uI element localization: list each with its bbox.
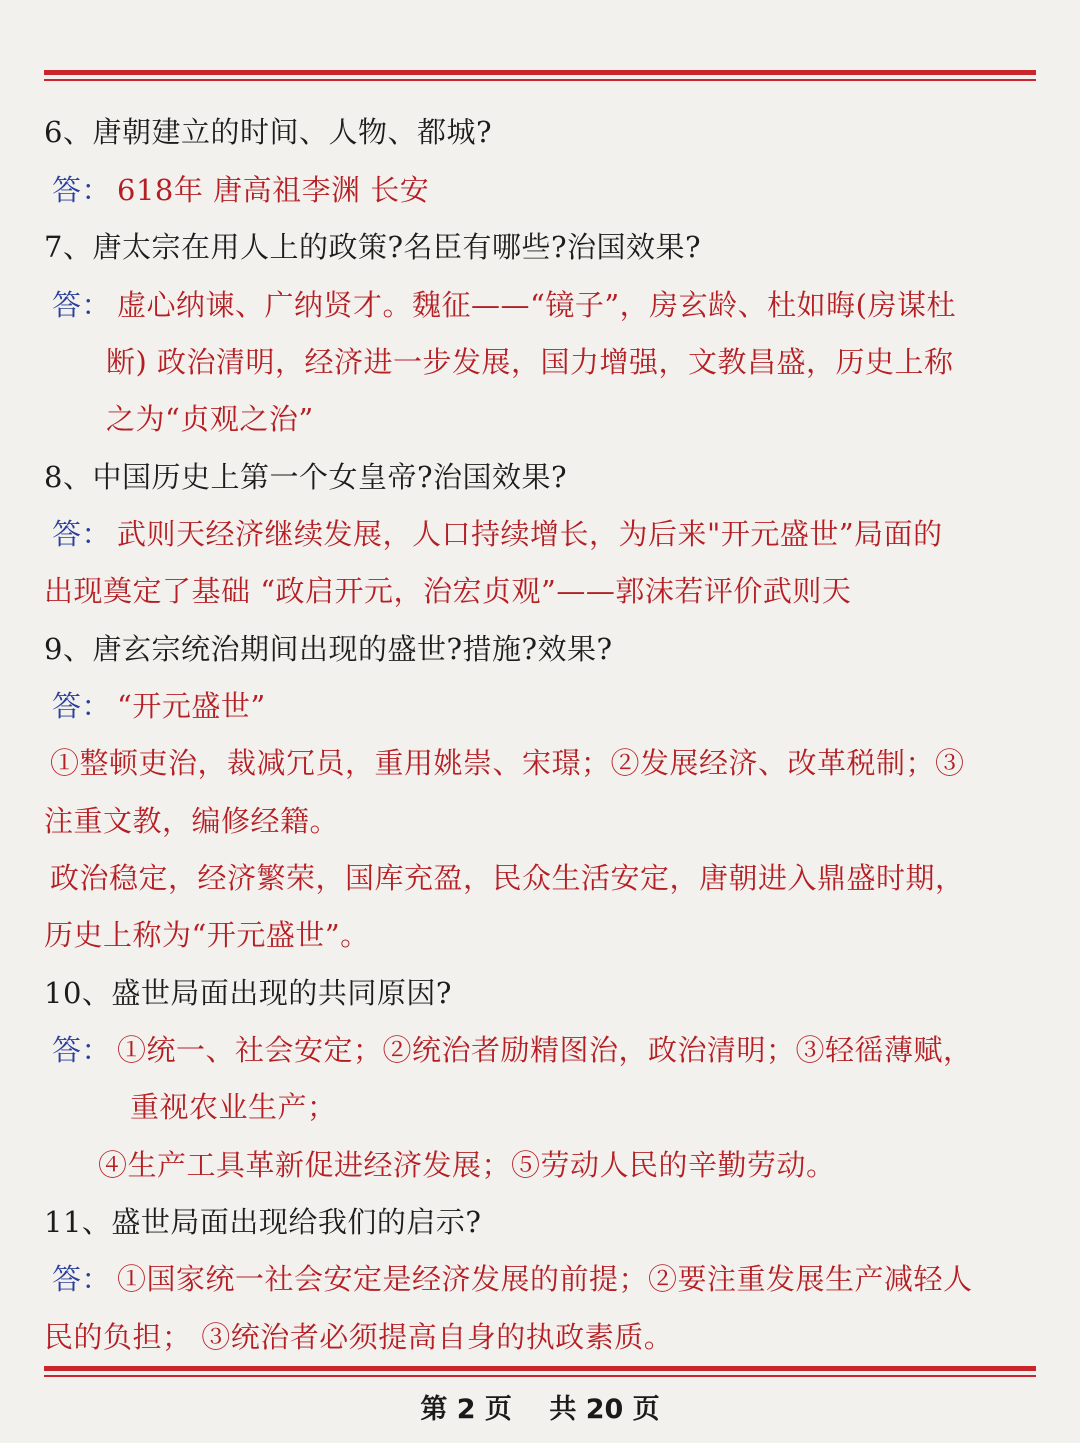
- question-line: [44, 457, 567, 497]
- line-text: 11、盛世局面出现给我们的启示?: [44, 1205, 482, 1239]
- line-text: 8、中国历史上第一个女皇帝?治国效果?: [44, 460, 568, 494]
- answer-line: [106, 399, 314, 439]
- line-text: 武则天经济继续发展，人口持续增长，为后来"开元盛世”局面的: [117, 517, 943, 551]
- answer-line: [106, 342, 954, 382]
- line-text: 历史上称为“开元盛世”。: [44, 918, 370, 952]
- answer-label: 答：: [52, 1033, 112, 1067]
- line-text: 出现奠定了基础 “政启开元，治宏贞观”——郭沫若评价武则天: [44, 574, 852, 608]
- question-line: [44, 629, 613, 669]
- answer-line: [52, 686, 266, 726]
- line-text: 注重文教，编修经籍。: [44, 804, 340, 838]
- line-text: ①整顿吏治，裁减冗员，重用姚崇、宋璟；②发展经济、改革税制；③: [50, 746, 965, 780]
- line-text: 6、唐朝建立的时间、人物、都城?: [44, 115, 492, 149]
- line-text: 虚心纳谏、广纳贤才。魏征——“镜子”，房玄龄、杜如晦(房谋杜: [117, 288, 956, 322]
- bottom-rule: [44, 1366, 1036, 1377]
- question-line: [44, 1202, 481, 1242]
- question-line: [44, 973, 452, 1013]
- answer-line: [52, 1259, 973, 1299]
- page-total: 共 20 页: [549, 1394, 660, 1425]
- line-text: 民的负担； ③统治者必须提高自身的执政素质。: [44, 1320, 674, 1354]
- answer-label: 答：: [52, 173, 112, 207]
- line-text: 10、盛世局面出现的共同原因?: [44, 976, 452, 1010]
- line-text: 7、唐太宗在用人上的政策?名臣有哪些?治国效果?: [44, 230, 702, 264]
- question-line: [44, 227, 701, 267]
- top-rule: [44, 70, 1036, 81]
- answer-line: [44, 571, 851, 611]
- answer-label: 答：: [52, 1262, 112, 1296]
- answer-line: [50, 858, 965, 898]
- answer-line: [130, 1087, 337, 1127]
- line-text: 断) 政治清明，经济进一步发展，国力增强，文教昌盛，历史上称: [106, 345, 954, 379]
- line-text: ①国家统一社会安定是经济发展的前提；②要注重发展生产减轻人: [117, 1262, 973, 1296]
- question-line: [44, 112, 492, 152]
- page-footer: [0, 1392, 1080, 1428]
- answer-line: [52, 1030, 973, 1070]
- answer-line: [44, 1317, 673, 1357]
- answer-line: [50, 743, 965, 783]
- line-text: 9、唐玄宗统治期间出现的盛世?措施?效果?: [44, 632, 613, 666]
- line-text: “开元盛世”: [117, 689, 266, 723]
- page-number: 第 2 页: [420, 1394, 512, 1425]
- answer-label: 答：: [52, 689, 112, 723]
- line-text: 政治稳定，经济繁荣，国库充盈，民众生活安定，唐朝进入鼎盛时期，: [50, 861, 965, 895]
- line-text: 重视农业生产；: [130, 1090, 337, 1124]
- answer-line: [44, 801, 339, 841]
- answer-label: 答：: [52, 517, 112, 551]
- answer-line: [52, 514, 943, 554]
- answer-line: [52, 170, 429, 210]
- answer-line: [52, 285, 956, 325]
- line-text: ④生产工具革新促进经济发展；⑤劳动人民的辛勤劳动。: [98, 1148, 836, 1182]
- answer-line: [44, 915, 370, 955]
- line-text: 之为“贞观之治”: [106, 402, 314, 436]
- line-text: 618年 唐高祖李渊 长安: [117, 173, 430, 207]
- answer-line: [98, 1145, 836, 1185]
- answer-label: 答：: [52, 288, 112, 322]
- line-text: ①统一、社会安定；②统治者励精图治，政治清明；③轻徭薄赋，: [117, 1033, 973, 1067]
